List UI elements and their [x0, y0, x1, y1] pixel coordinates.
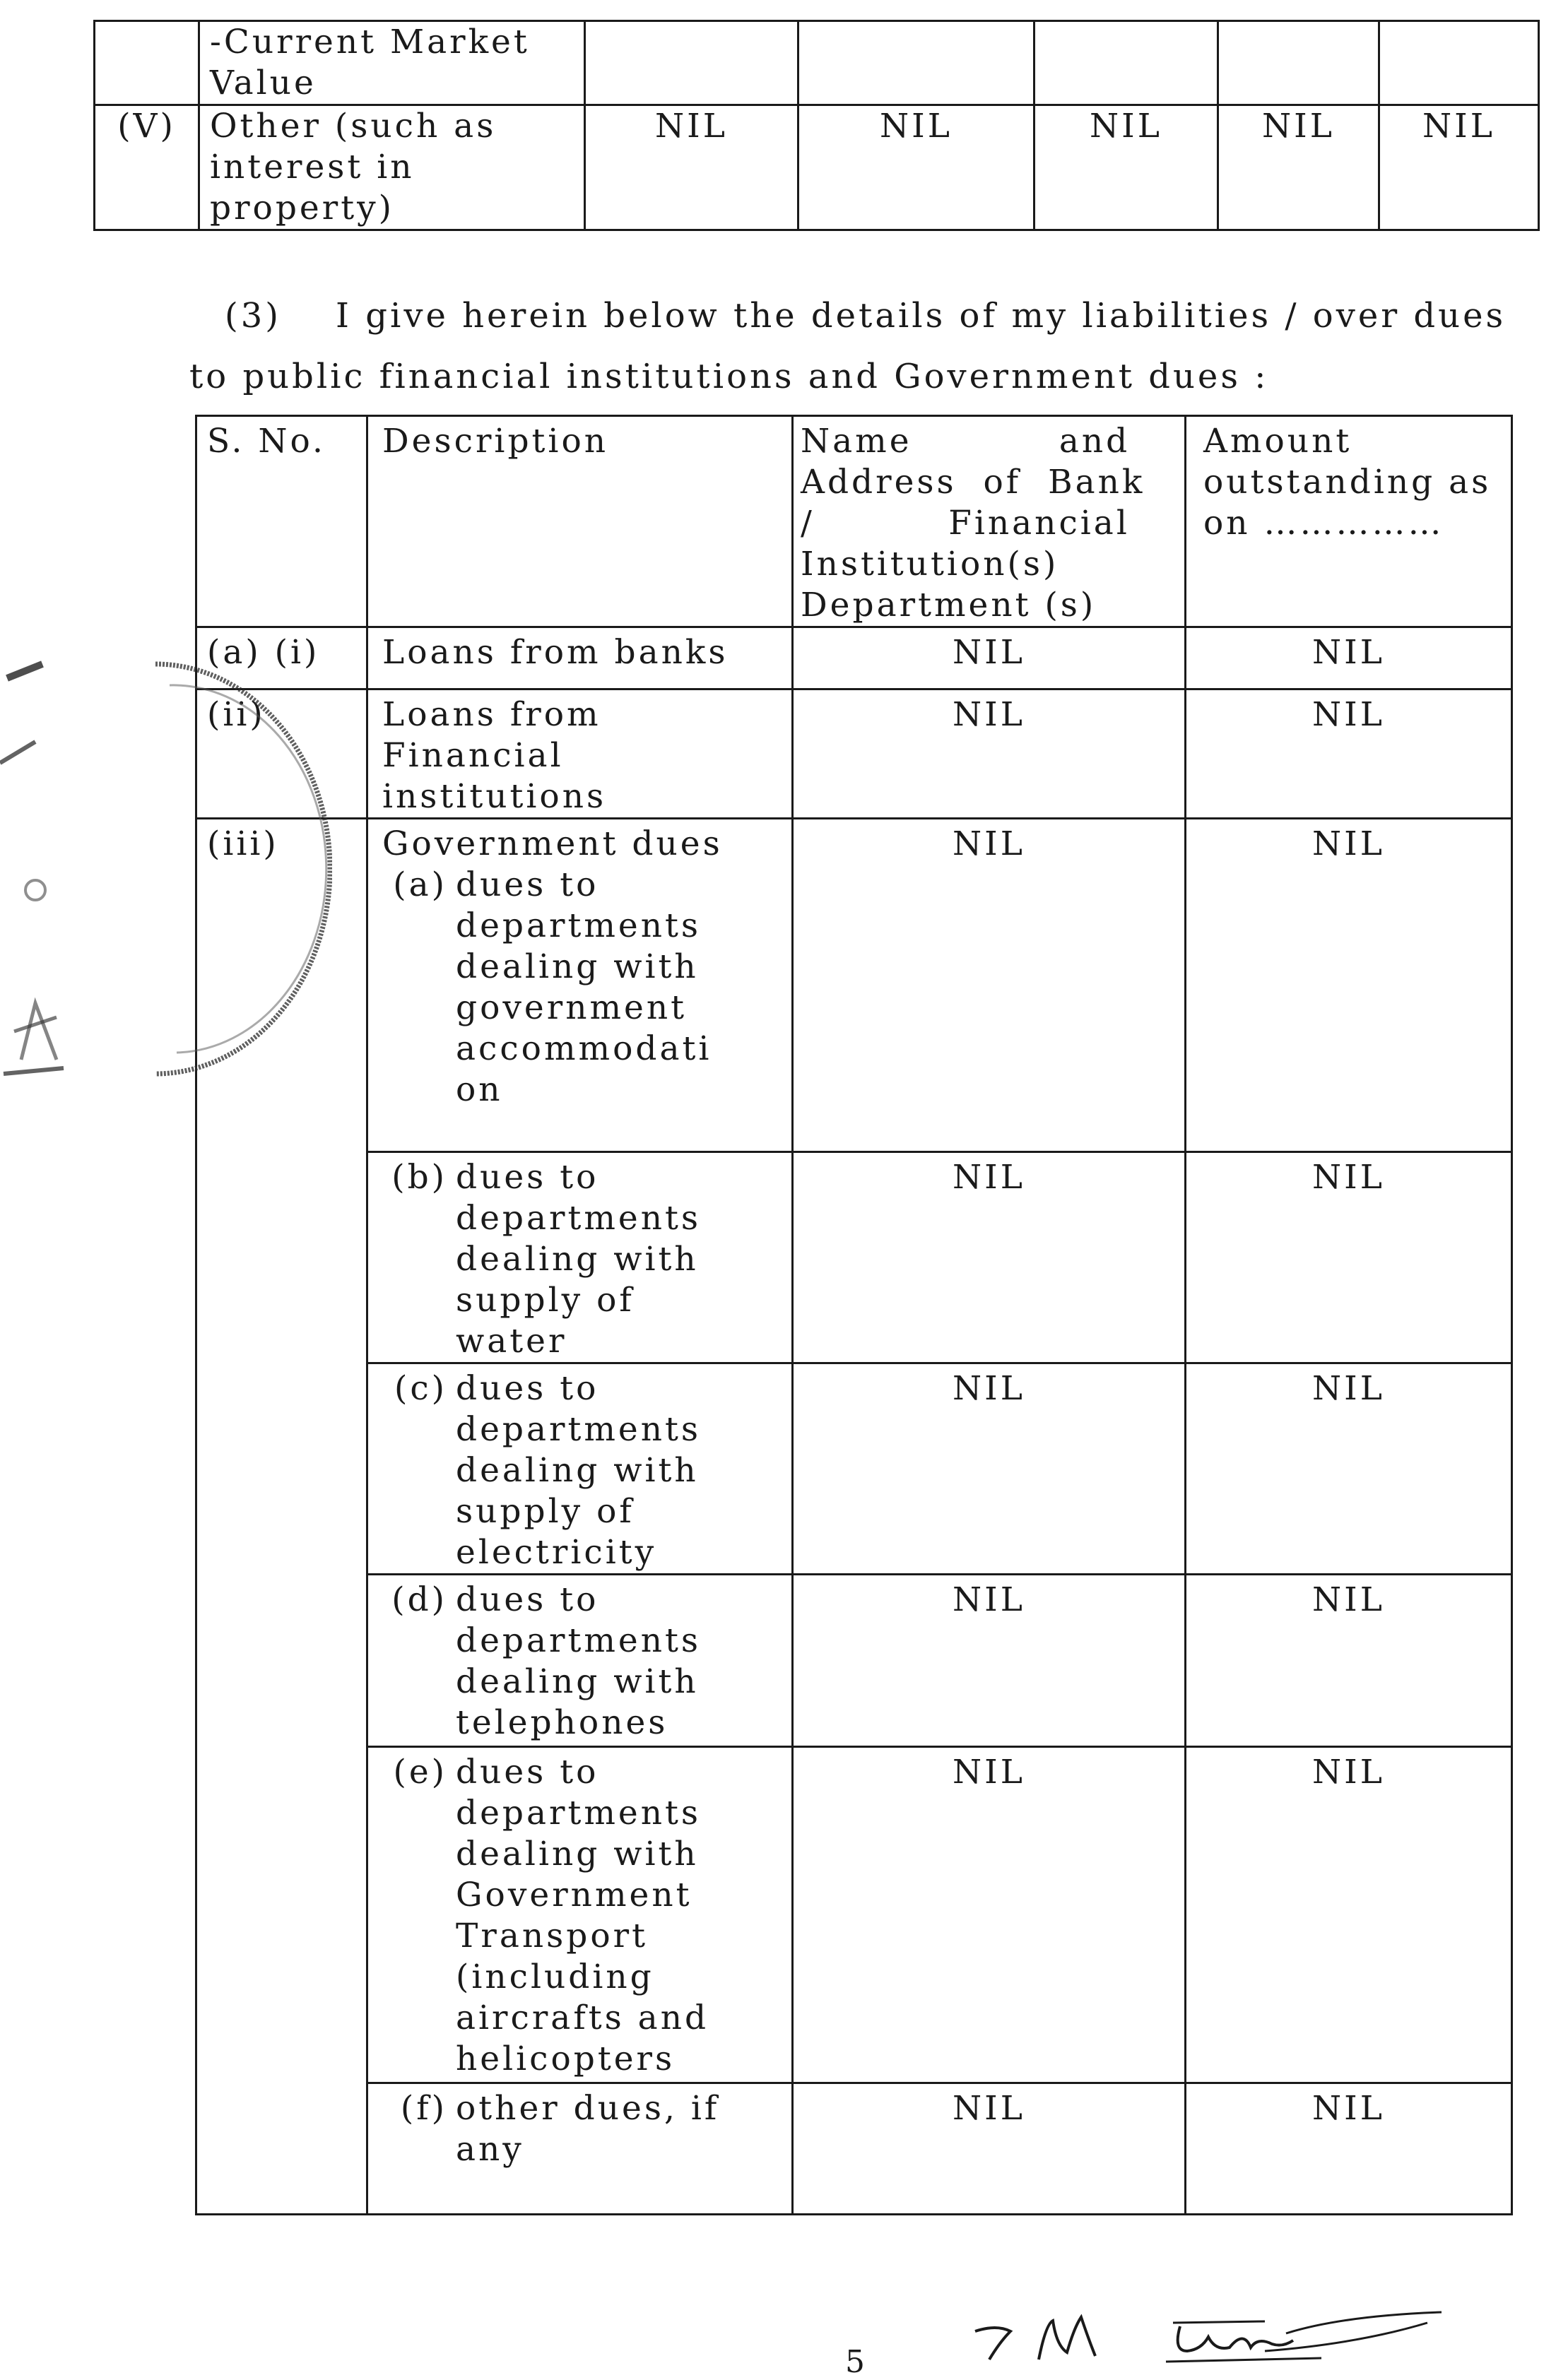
sub-item-a [382, 865, 777, 1111]
header-line: Institution(s) [801, 545, 1059, 584]
sub-item-line: on [456, 1070, 503, 1109]
sub-item-text [456, 1752, 777, 2080]
official-stamp-mark [0, 636, 332, 1116]
header-line: Amount [1203, 422, 1352, 461]
sub-item-line: dealing with [456, 1240, 699, 1279]
description-cell [367, 1575, 793, 1747]
description-line: Other (such as [210, 107, 497, 146]
description-line: Value [210, 64, 317, 102]
sno-cell [196, 1152, 367, 1363]
value-cell [585, 21, 798, 105]
sub-item-label: (a) [393, 865, 447, 904]
sub-item-line: dues to [456, 1369, 599, 1408]
sub-item-line: supply of [456, 1492, 635, 1531]
sub-item-line: dealing with [456, 1835, 699, 1873]
row-number-cell [95, 21, 199, 105]
description-cell [367, 1747, 793, 2083]
description-line: property) [210, 189, 394, 227]
sub-item-line: supply of [456, 1281, 635, 1320]
description-line: interest in [210, 148, 415, 187]
amount-cell: NIL [1186, 689, 1512, 819]
sub-item-line: departments [456, 1794, 702, 1833]
sub-item-label: (c) [394, 1369, 447, 1408]
liabilities-table [195, 415, 1513, 2215]
amount-cell: NIL [1186, 1575, 1512, 1747]
sub-item-line: other dues, if [456, 2089, 720, 2128]
table-row [196, 1575, 1512, 1747]
sub-item-line: departments [456, 906, 702, 945]
table-row [95, 105, 1539, 230]
sub-item-line: (including [456, 1958, 654, 1996]
sub-item-line: government [456, 988, 688, 1027]
table-row [196, 627, 1512, 689]
sub-item-c [382, 1368, 777, 1573]
sub-item-line: Government [456, 1876, 692, 1914]
bank-cell: NIL [793, 689, 1186, 819]
sub-item-line: departments [456, 1410, 702, 1449]
sub-item-line: dues to [456, 1580, 599, 1619]
table-row [196, 819, 1512, 1152]
paragraph-line: (3) I give herein below the details of my liabilities / over dues [225, 296, 1507, 336]
amount-cell: NIL [1186, 2083, 1512, 2215]
value-cell: NIL [1379, 105, 1539, 230]
value-cell: NIL [1034, 105, 1218, 230]
sno-cell [196, 1575, 367, 1747]
sub-item-line: dealing with [456, 1451, 699, 1490]
description-cell [367, 819, 793, 1152]
header-line: outstanding as [1203, 463, 1492, 502]
amount-cell: NIL [1186, 1363, 1512, 1575]
sub-item-line: aircrafts and [456, 1999, 709, 2037]
description-line: Loans from [382, 695, 601, 734]
header-line: Name and [801, 422, 1131, 461]
table-row [196, 689, 1512, 819]
description-line: institutions [382, 777, 607, 816]
sub-item-line: Transport [456, 1917, 648, 1955]
page-number: 5 [845, 2344, 865, 2380]
paragraph-line: to public financial institutions and Government dues : [189, 357, 1269, 396]
sno-cell [196, 2083, 367, 2215]
sub-item-text [456, 2088, 777, 2170]
description-cell [199, 21, 585, 105]
bank-cell: NIL [793, 1747, 1186, 2083]
sub-item-label: (d) [391, 1580, 447, 1619]
sno-cell: (ii) [196, 689, 367, 819]
sub-item-line: accommodati [456, 1029, 712, 1068]
description-cell: Loans from banks [367, 627, 793, 689]
sno-cell [196, 1747, 367, 2083]
bank-cell: NIL [793, 1363, 1186, 1575]
header-line: / Financial [801, 504, 1130, 543]
value-cell: NIL [585, 105, 798, 230]
sub-item-line: departments [456, 1621, 702, 1660]
table-row [196, 1363, 1512, 1575]
sub-item-line: electricity [456, 1533, 657, 1572]
sno-cell [196, 1363, 367, 1575]
bank-cell: NIL [793, 2083, 1186, 2215]
description-cell [367, 1363, 793, 1575]
value-cell [1218, 21, 1379, 105]
sub-item-line: telephones [456, 1703, 668, 1742]
sub-item-text [456, 865, 777, 1111]
value-cell [1034, 21, 1218, 105]
assets-table-continuation [93, 20, 1540, 231]
sub-item-label: (f) [400, 2089, 447, 2128]
bank-cell: NIL [793, 1575, 1186, 1747]
bank-cell: NIL [793, 819, 1186, 1152]
liabilities-intro-paragraph [189, 285, 1511, 407]
sub-item-f [382, 2088, 777, 2170]
description-line: Government dues [382, 824, 723, 863]
table-row [196, 2083, 1512, 2215]
value-cell [798, 21, 1034, 105]
description-cell [367, 2083, 793, 2215]
table-row [95, 21, 1539, 105]
table-header-row [196, 416, 1512, 627]
row-number-cell: (V) [95, 105, 199, 230]
sub-item-line: dealing with [456, 947, 699, 986]
amount-cell: NIL [1186, 819, 1512, 1152]
header-line: Department (s) [801, 586, 1097, 624]
sub-item-text [456, 1580, 777, 1743]
sub-item-line: dues to [456, 1753, 599, 1792]
description-line: Financial [382, 736, 564, 775]
amount-cell: NIL [1186, 627, 1512, 689]
header-line: on …………… [1203, 504, 1444, 543]
table-row [196, 1152, 1512, 1363]
description-line: -Current Market [210, 23, 530, 61]
sub-item-line: dues to [456, 865, 599, 904]
description-cell [199, 105, 585, 230]
sub-item-line: dealing with [456, 1662, 699, 1701]
handwritten-signature [1159, 2309, 1456, 2369]
sub-item-b [382, 1157, 777, 1362]
sub-item-d [382, 1580, 777, 1743]
amount-cell: NIL [1186, 1152, 1512, 1363]
table-row [196, 1747, 1512, 2083]
header-sno: S. No. [196, 416, 367, 627]
description-cell [367, 1152, 793, 1363]
sub-item-line: departments [456, 1199, 702, 1238]
amount-cell: NIL [1186, 1747, 1512, 2083]
sub-item-label: (e) [393, 1753, 447, 1792]
sub-item-line: any [456, 2130, 524, 2169]
bank-cell: NIL [793, 627, 1186, 689]
sub-item-line: dues to [456, 1158, 599, 1197]
sno-cell: (a) (i) [196, 627, 367, 689]
header-description: Description [367, 416, 793, 627]
header-line: Address of Bank [801, 463, 1145, 502]
description-cell [367, 689, 793, 819]
sub-item-line: helicopters [456, 2039, 676, 2078]
initials-signature [968, 2310, 1131, 2367]
header-amount [1186, 416, 1512, 627]
sub-item-text [456, 1368, 777, 1573]
value-cell: NIL [798, 105, 1034, 230]
sub-item-line: water [456, 1322, 567, 1361]
value-cell: NIL [1218, 105, 1379, 230]
value-cell [1379, 21, 1539, 105]
sub-item-e [382, 1752, 777, 2080]
sub-item-label: (b) [391, 1158, 447, 1197]
sub-item-text [456, 1157, 777, 1362]
header-bank [793, 416, 1186, 627]
sno-cell: (iii) [196, 819, 367, 1152]
bank-cell: NIL [793, 1152, 1186, 1363]
